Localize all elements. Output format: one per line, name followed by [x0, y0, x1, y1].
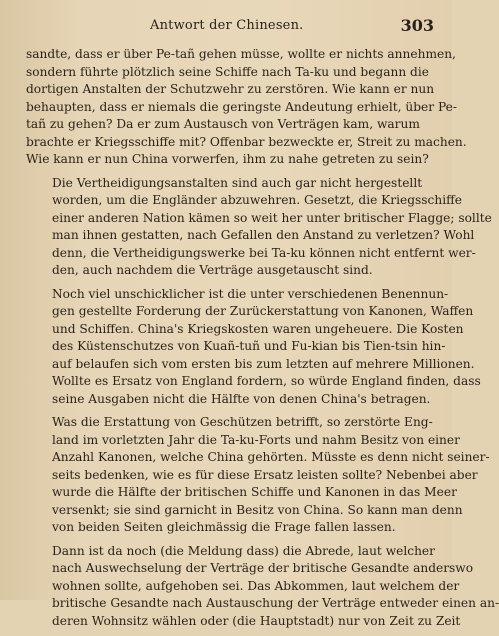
- text-line: seine Ausgaben nicht die Hälfte von denen China's betragen.: [52, 391, 431, 406]
- text-line: denn, die Vertheidigungswerke bei Ta-ku können nicht entfernt wer-: [52, 245, 476, 260]
- text-line: gen gestellte Forderung der Zurückerstattung von Kanonen, Waffen: [52, 304, 474, 318]
- text-line: man ihnen gestatten, nach Gefallen den Anstand zu verletzen? Wohl: [52, 228, 475, 242]
- text-line: nach Auswechselung der Verträge der britische Gesandte anderswo: [52, 561, 474, 575]
- paragraph: [26, 543, 499, 631]
- text-line: britische Gesandte nach Austauschung der Verträge entweder einen an-: [52, 596, 499, 610]
- page-number: 303: [400, 16, 434, 35]
- running-title: Antwort der Chinesen.: [150, 18, 304, 33]
- paragraph: [26, 414, 490, 537]
- text-line: von beiden Seiten gleichmässig die Frage fallen lassen.: [52, 520, 396, 534]
- text-line: worden, um die Engländer abzuwehren. Gesetzt, die Kriegsschiffe: [52, 193, 462, 207]
- text-line: wohnen sollte, aufgehoben sei. Das Abkommen, laut welchem der: [52, 578, 460, 593]
- text-line: auf belaufen sich vom ersten bis zum letzten auf mehrere Millionen.: [52, 356, 475, 371]
- text-line: dortigen Anstalten der Schutzwehr zu zerstören. Wie kann er nun: [26, 82, 435, 96]
- text-line: Die Vertheidigungsanstalten sind auch gar nicht hergestellt: [52, 175, 423, 190]
- text-line: behaupten, dass er niemals die geringste Andeutung erhielt, über Pe-: [26, 99, 457, 114]
- text-line: land im vorletzten Jahr die Ta-ku-Forts und nahm Besitz von einer: [52, 432, 460, 447]
- text-line: und Schiffen. China's Kriegskosten waren ungeheuere. Die Kosten: [52, 321, 464, 336]
- text-line: brachte er Kriegsschiffe mit? Offenbar bezweckte er, Streit zu machen.: [26, 134, 467, 149]
- paragraph: [26, 286, 481, 409]
- text-line: sondern führte plötzlich seine Schiffe nach Ta-ku und begann die: [26, 64, 429, 79]
- text-line: Dann ist da noch (die Meldung dass) die Abrede, laut welcher: [52, 543, 435, 558]
- text-line: den, auch nachdem die Verträge ausgetauscht sind.: [52, 263, 373, 277]
- text-line: deren Wohnsitz wählen oder (die Hauptstadt) nur von Zeit zu Zeit: [52, 613, 461, 628]
- text-line: tañ zu gehen? Da er zum Austausch von Verträgen kam, warum: [26, 117, 420, 131]
- text-line: Anzahl Kanonen, welche China gehörten. Müsste es denn nicht seiner-: [52, 450, 490, 464]
- text-line: Noch viel unschicklicher ist die unter verschiedenen Benennun-: [52, 286, 449, 301]
- body-text: [26, 46, 499, 636]
- text-line: Was die Erstattung von Geschützen betrifft, so zerstörte Eng-: [52, 415, 433, 429]
- text-line: Wie kann er nun China vorwerfen, ihm zu nahe getreten zu sein?: [26, 152, 429, 166]
- text-line: des Küstenschutzes von Kuañ-tuñ und Fu-kian bis Tien-tsin hin-: [52, 339, 446, 353]
- paragraph: [26, 46, 467, 169]
- page-header: [0, 16, 452, 38]
- text-line: versenkt; sie sind garnicht in Besitz von China. So kann man denn: [52, 502, 463, 517]
- text-line: sandte, dass er über Pe-tañ gehen müsse, wollte er nichts annehmen,: [26, 47, 456, 61]
- text-line: seits bedenken, wie es für diese Ersatz leisten sollte? Nebenbei aber: [52, 467, 478, 482]
- text-line: einer anderen Nation kämen so weit her unter britischer Flagge; sollte: [52, 210, 492, 225]
- text-line: Wollte es Ersatz von England fordern, so würde England finden, dass: [52, 374, 481, 388]
- text-line: wurde die Hälfte der britischen Schiffe und Kanonen in das Meer: [52, 485, 457, 499]
- paragraph: [26, 175, 492, 280]
